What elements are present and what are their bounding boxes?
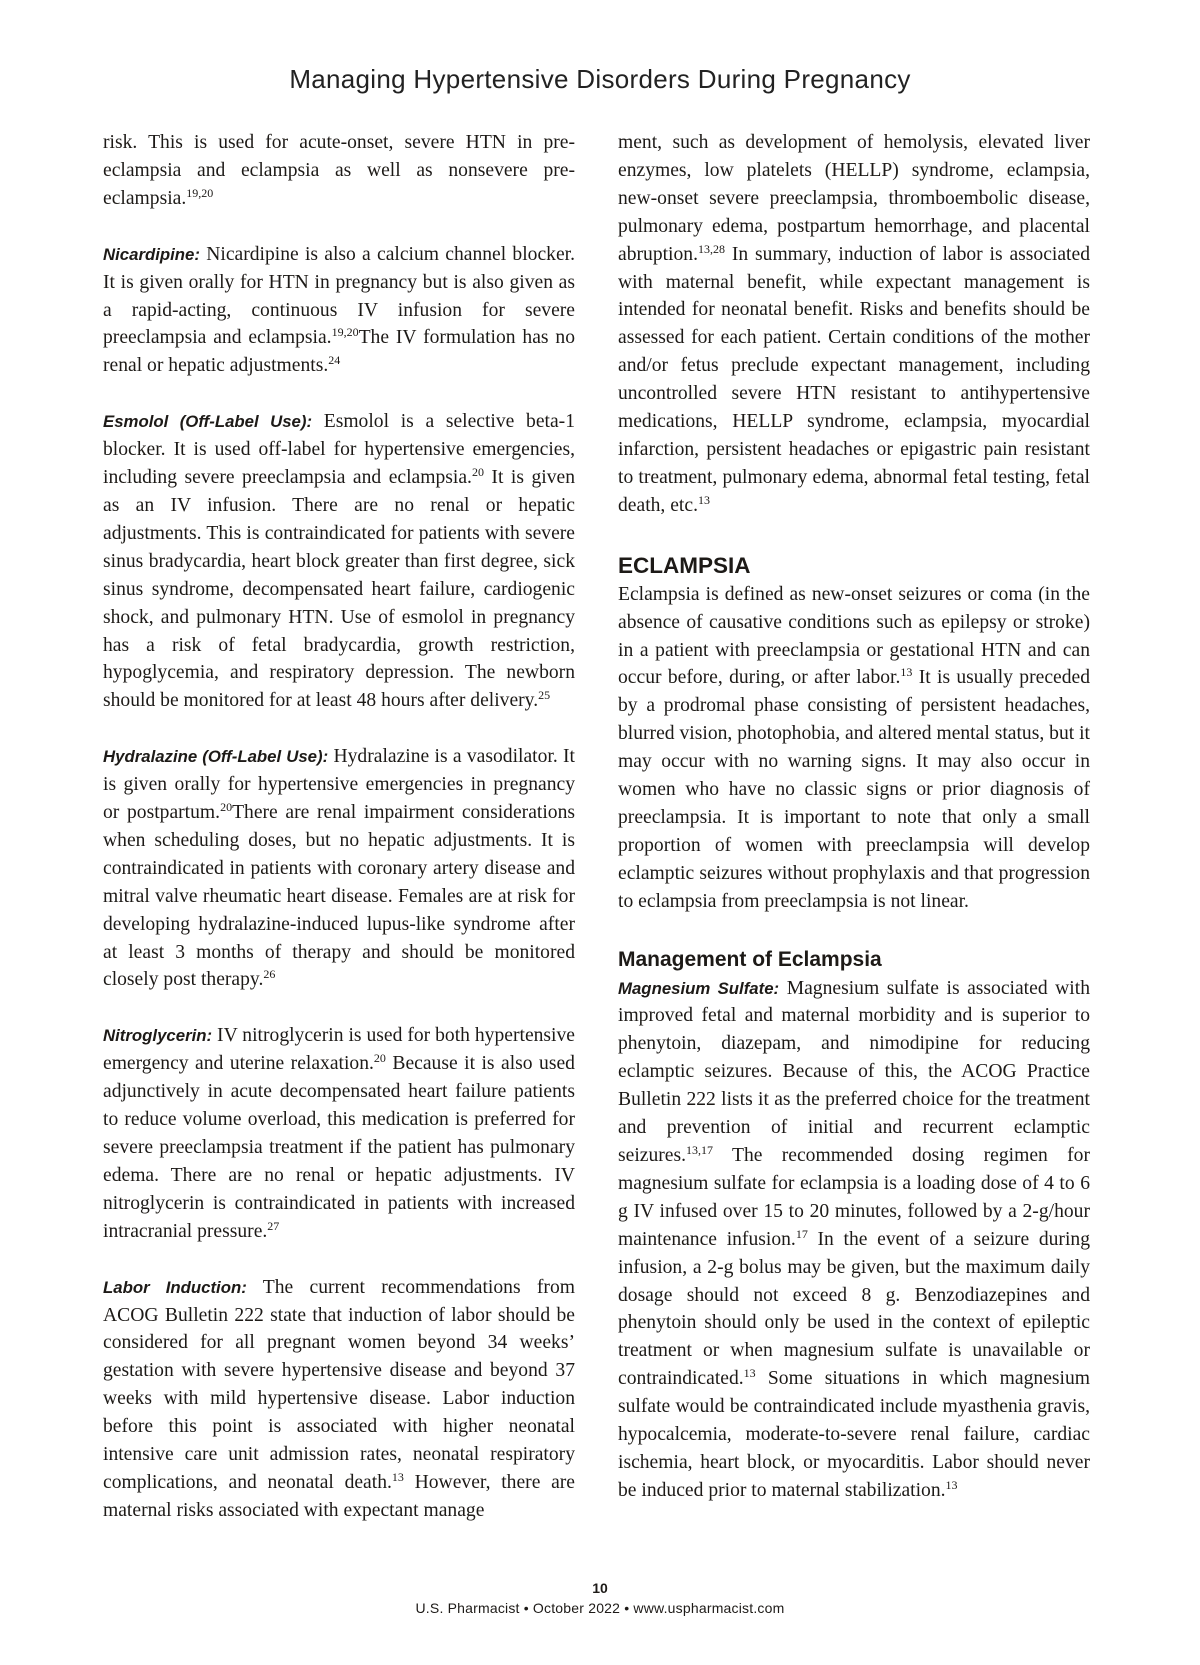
citation: 13 — [945, 1477, 958, 1492]
running-header: Managing Hypertensive Disorders During Pregnancy — [289, 64, 911, 94]
subheading-management-of-eclampsia: Management of Eclampsia — [618, 947, 882, 971]
citation: 26 — [263, 967, 276, 982]
drug-label-nicardipine: Nicardipine: — [103, 244, 200, 264]
citation: 13,17 — [686, 1143, 714, 1157]
page-number: 10 — [592, 1580, 608, 1596]
citation: 13 — [697, 492, 710, 507]
paragraph-risk: risk. This is used for acute-onset, severe HTN in preeclampsia and eclampsia as well as nonsevere preeclampsia.$^{19,20}$ — [103, 132, 575, 209]
drug-label-hydralazine: Hydralazine (Off-Label Use): — [103, 747, 329, 767]
paragraph-nitroglycerin: Nitroglycerin: IV nitroglycerin is used for both hypertensive emergency and uterine relaxation.$^{20}$ Because it is also used adjunctively in acute decompensated heart failure patients to reduce volume overload, this medication is preferred for severe preeclampsia treatment if the patient has pulmonary edema. There are no renal or hepatic adjustments. IV nitroglycerin is contraindicated in patients with increased intracranial pressure.$^{27}$ — [103, 1025, 575, 1242]
publication-footer: U.S. Pharmacist • October 2022 • www.uspharmacist.com — [415, 1600, 785, 1616]
citation: 20 — [373, 1051, 386, 1066]
citation: 20 — [220, 800, 233, 815]
paragraph-nicardipine: Nicardipine: Nicardipine is also a calcium channel blocker. It is given orally for HTN in pregnancy but is also given as a rapid-acting, continuous IV infusion for severe preeclampsia and eclampsia.$^{19,20}$The IV formulation has no renal or hepatic adjustments.$^{24}$ — [103, 243, 575, 377]
citation: 20 — [471, 465, 484, 480]
citation: 13 — [743, 1366, 756, 1381]
citation: 19,20 — [331, 325, 359, 340]
paragraph-esmolol: Esmolol (Off-Label Use): Esmolol is a selective beta-1 blocker. It is used off-label for hypertensive emergencies, including severe preeclampsia and eclampsia.$^{20}$ It is given as an IV infusion. There are no renal or hepatic adjustments. This is contraindicated for patients with severe sinus bradycardia, heart block greater than first degree, sick sinus syndrome, decompensated heart failure, cardiogenic shock, and pulmonary HTN. Use of esmolol in pregnancy has a risk of fetal bradycardia, growth restriction, hypoglycemia, and respiratory depression. The newborn should be monitored for at least 48 hours after delivery.$^{25}$ — [103, 411, 576, 712]
paragraph-expectant-management: ment, such as development of hemolysis, elevated liver enzymes, low platelets (HELLP) syndrome, eclampsia, new-onset severe preeclampsia, thromboembolic disease, pulmonary edema, postpartum hemorrhage, and placental abruption.$^{13,28}$ In summary, induction of labor is associated with maternal benefit, while expectant management is intended for neonatal benefit. Risks and benefits should be assessed for each patient. Certain conditions of the mother and/or fetus preclude expectant management, including uncontrolled severe HTN resistant to antihypertensive medications, HELLP syndrome, eclampsia, myocardial infarction, persistent headaches or epigastric pain resistant to treatment, pulmonary edema, abnormal fetal testing, fetal death, etc.$^{13}$ — [618, 132, 1090, 516]
citation: 13 — [391, 1469, 404, 1484]
left-column — [103, 129, 575, 1525]
paragraph-hydralazine: Hydralazine (Off-Label Use): Hydralazine is a vasodilator. It is given orally for hypertensive emergencies in pregnancy or postpartum.$^{20}$There are renal impairment considerations when scheduling doses, but no hepatic adjustments. It is contraindicated in patients with coronary artery disease and mitral valve rheumatic heart disease. Females are at risk for developing hydralazine-induced lupus-like syndrome after at least 3 months of therapy and should be monitored closely post therapy.$^{26}$ — [103, 746, 575, 991]
citation: 24 — [328, 353, 341, 368]
citation: 13 — [900, 665, 913, 680]
drug-label-magnesium-sulfate: Magnesium Sulfate: — [618, 978, 780, 998]
section-heading-eclampsia: ECLAMPSIA — [618, 552, 751, 578]
paragraph-magnesium-sulfate: Magnesium Sulfate: Magnesium sulfate is associated with improved fetal and maternal morbidity and is superior to phenytoin, diazepam, and nimodipine for reducing eclamptic seizures. Because of this, the ACOG Practice Bulletin 222 lists it as the preferred choice for the treatment and prevention of initial and recurrent eclamptic seizures.$^{13,17}$ The recommended dosing regimen for magnesium sulfate for eclampsia is a loading dose of 4 to 6 g IV infused over 15 to 20 minutes, followed by a 2-g/hour maintenance infusion.$^{17}$ In the event of a seizure during infusion, a 2-g bolus may be given, but the maximum daily dosage should not exceed 8 g. Benzodiazepines and phenytoin should only be used in the context of epileptic treatment or when magnesium sulfate is unavailable or contraindicated.$^{13}$ Some situations in which magnesium sulfate would be contraindicated include myasthenia gravis, hypocalcemia, moderate-to-severe renal failure, cardiac ischemia, heart block, or myocarditis. Labor should never be induced prior to maternal stabilization.$^{13}$ — [618, 977, 1090, 1501]
right-column — [618, 129, 1090, 1505]
citation: 19,20 — [186, 185, 214, 200]
drug-label-nitroglycerin: Nitroglycerin: — [103, 1026, 213, 1046]
citation: 25 — [538, 688, 551, 703]
label-labor-induction: Labor Induction: — [103, 1277, 247, 1297]
paragraph-labor-induction: Labor Induction: The current recommendations from ACOG Bulletin 222 state that induction of labor should be considered for all pregnant women beyond 34 weeks’ gestation with severe hypertensive disease and beyond 37 weeks with mild hypertensive disease. Labor induction before this point is associated with higher neonatal intensive care unit admission rates, neonatal respiratory complications, and neonatal death.$^{13}$ However, there are maternal risks associated with expectant manage — [103, 1276, 576, 1521]
citation: 17 — [795, 1226, 808, 1241]
citation: 27 — [267, 1218, 280, 1233]
drug-label-esmolol: Esmolol (Off-Label Use): — [103, 412, 313, 432]
paragraph-eclampsia: Eclampsia is defined as new-onset seizures or coma (in the absence of causative conditions such as epilepsy or stroke) in a patient with preeclampsia or gestational HTN and can occur before, during, or after labor.$^{13}$ It is usually preceded by a prodromal phase consisting of persistent headaches, blurred vision, photophobia, and altered mental status, but it may occur with no warning signs. It may also occur in women who have no classic signs or prior diagnosis of preeclampsia. It is important to note that only a small proportion of women with preeclampsia will develop eclamptic seizures without prophylaxis and that progression to eclampsia from preeclampsia is not linear. — [618, 583, 1091, 912]
citation: 13,28 — [698, 241, 725, 256]
